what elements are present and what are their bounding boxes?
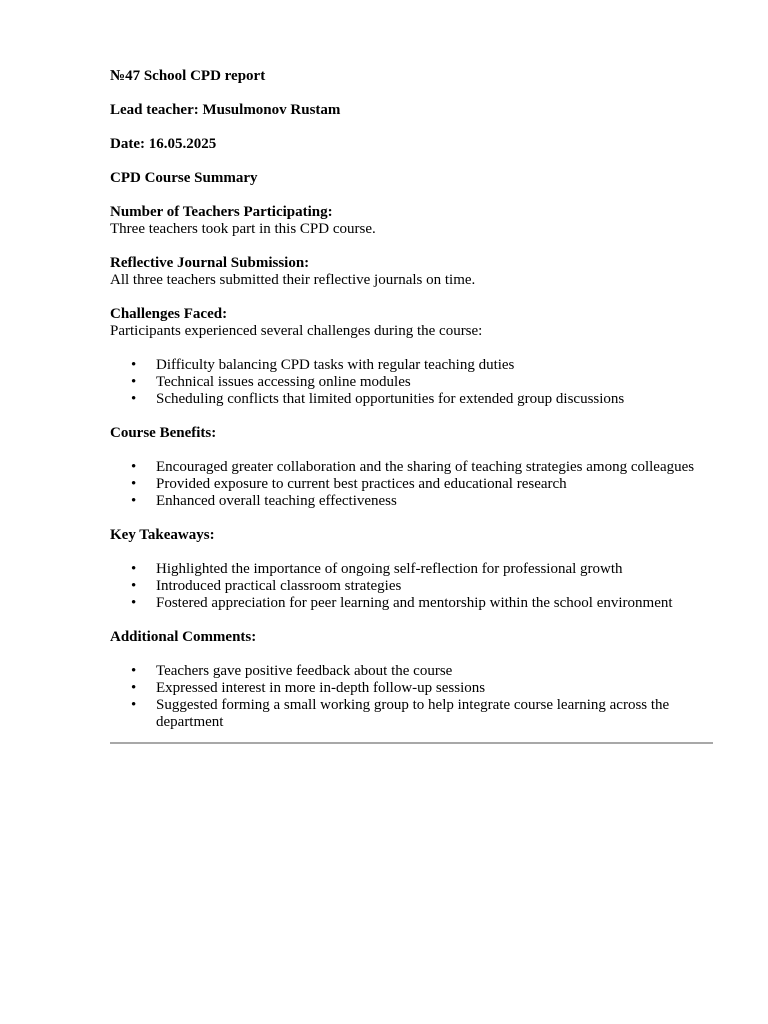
summary-heading: CPD Course Summary [110,170,258,186]
bullet-icon: • [131,578,137,594]
journal-section [110,255,716,289]
challenges-intro: Participants experienced several challenges during the course: [110,323,483,339]
bullet-icon: • [131,374,137,390]
list-item-text: Expressed interest in more in-depth follow-up sessions [156,680,486,696]
list-item-text: Introduced practical classroom strategies [156,578,402,594]
journal-text: All three teachers submitted their reflective journals on time. [110,272,476,288]
journal-heading: Reflective Journal Submission: [110,255,310,271]
list-item-text: Encouraged greater collaboration and the sharing of teaching strategies among colleagues [156,459,695,475]
list-item [110,459,716,476]
bullet-icon: • [131,391,137,407]
challenges-section [110,306,716,408]
comments-heading: Additional Comments: [110,629,257,645]
list-item [110,357,716,374]
challenges-heading: Challenges Faced: [110,306,228,322]
list-item [110,493,716,510]
report-date: Date: 16.05.2025 [110,136,217,152]
participants-text: Three teachers took part in this CPD course. [110,221,376,237]
document-page [110,68,716,748]
list-item-text: Enhanced overall teaching effectiveness [156,493,397,509]
challenges-list [110,357,716,408]
bullet-icon: • [131,561,137,577]
bullet-icon: • [131,459,137,475]
horizontal-rule [110,742,713,744]
list-item [110,374,716,391]
bullet-icon: • [131,595,137,611]
comments-list [110,663,716,731]
list-item [110,697,716,731]
bullet-icon: • [131,476,137,492]
benefits-heading: Course Benefits: [110,425,217,441]
list-item-text: Scheduling conflicts that limited opportunities for extended group discussions [156,391,625,407]
list-item [110,561,716,578]
list-item-text: Fostered appreciation for peer learning and mentorship within the school environment [156,595,673,611]
benefits-list [110,459,716,510]
list-item [110,391,716,408]
report-title: №47 School CPD report [110,68,266,84]
list-item [110,476,716,493]
takeaways-section [110,527,716,612]
takeaways-heading: Key Takeaways: [110,527,215,543]
takeaways-list [110,561,716,612]
list-item-text: Difficulty balancing CPD tasks with regular teaching duties [156,357,515,373]
lead-teacher: Lead teacher: Musulmonov Rustam [110,102,341,118]
participants-section [110,204,716,238]
list-item-text: Highlighted the importance of ongoing self-reflection for professional growth [156,561,623,577]
participants-heading: Number of Teachers Participating: [110,204,333,220]
list-item-text: Suggested forming a small working group to help integrate course learning across the department [156,697,670,730]
list-item [110,595,716,612]
bullet-icon: • [131,663,137,679]
list-item-text: Technical issues accessing online modules [156,374,411,390]
comments-section [110,629,716,731]
list-item [110,578,716,595]
list-item [110,680,716,697]
list-item [110,663,716,680]
bullet-icon: • [131,357,137,373]
bullet-icon: • [131,493,137,509]
benefits-section [110,425,716,510]
list-item-text: Provided exposure to current best practices and educational research [156,476,567,492]
bullet-icon: • [131,697,137,713]
bullet-icon: • [131,680,137,696]
list-item-text: Teachers gave positive feedback about the course [156,663,453,679]
